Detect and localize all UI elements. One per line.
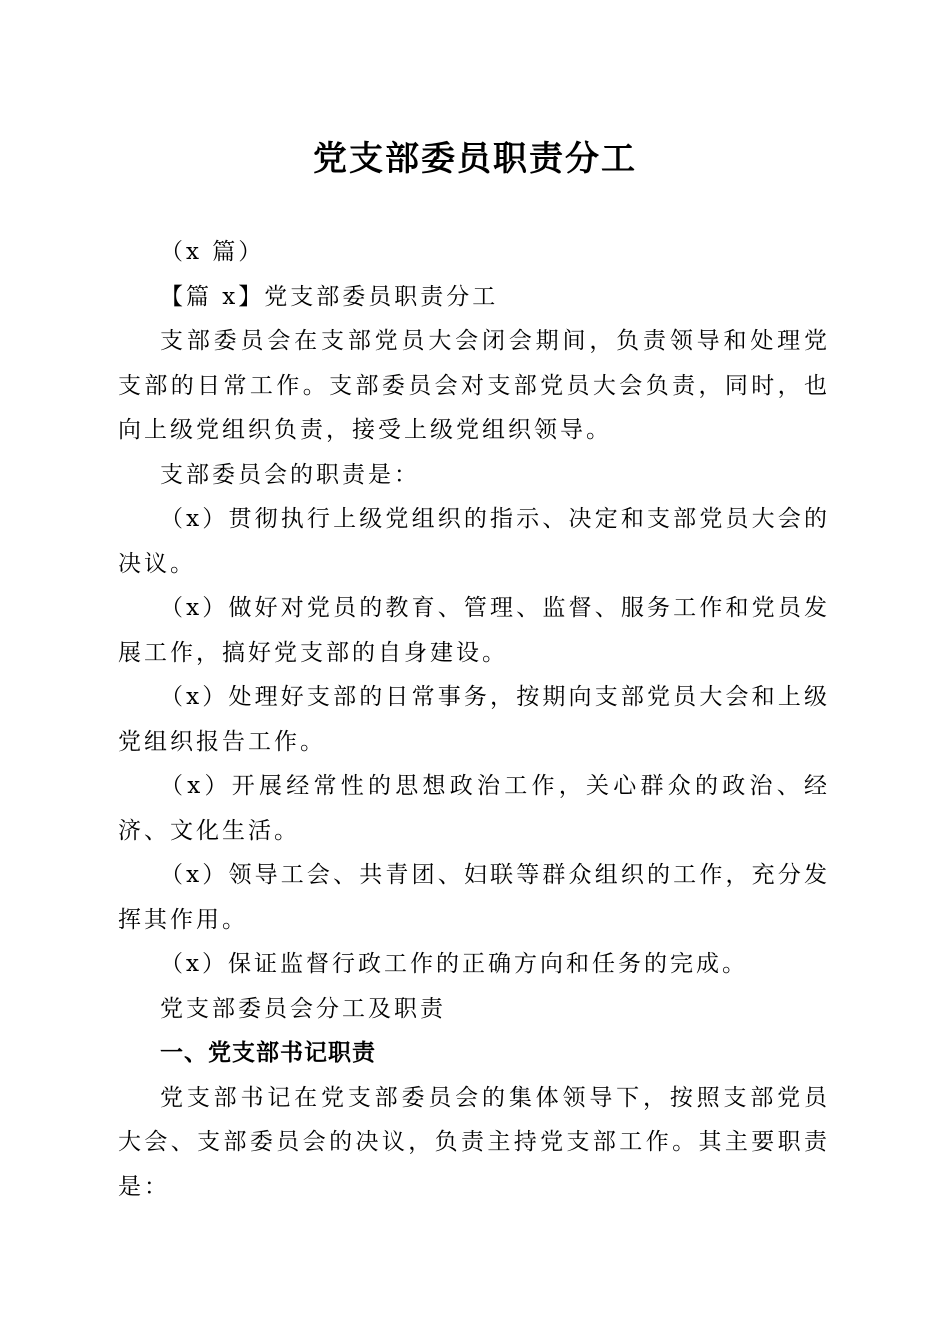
document-title: 党支部委员职责分工 (313, 139, 637, 179)
paragraph-subsection-heading: 党支部委员会分工及职责 (160, 995, 446, 1022)
paragraph-intro: 支部委员会在支部党员大会闭会期间，负责领导和处理党支部的日常工作。支部委员会对支部党员大会负责，同时，也向上级党组织负责，接受上级党组织领导。 (118, 328, 830, 443)
paragraph-bold-heading: 一、党支部书记职责 (160, 1040, 376, 1066)
paragraph-duties-lead: 支部委员会的职责是： (160, 461, 420, 488)
paragraph-duty-item: （x）处理好支部的日常事务，按期向支部党员大会和上级党组织报告工作。 (118, 684, 830, 755)
paragraph-duty-item: （x）贯彻执行上级党组织的指示、决定和支部党员大会的决议。 (118, 506, 830, 577)
paragraph-series-label: （x 篇） (160, 239, 265, 265)
document-body (118, 230, 830, 1209)
paragraph-duty-item: （x）领导工会、共青团、妇联等群众组织的工作，充分发挥其作用。 (118, 862, 830, 933)
paragraph-duty-item: （x）开展经常性的思想政治工作，关心群众的政治、经济、文化生活。 (118, 773, 830, 844)
paragraph-secretary-duties: 党支部书记在党支部委员会的集体领导下，按照支部党员大会、支部委员会的决议，负责主持党支部工作。其主要职责是： (118, 1084, 830, 1200)
paragraph-duty-item: （x）保证监督行政工作的正确方向和任务的完成。 (160, 951, 748, 977)
paragraph-section-heading: 【篇 x】党支部委员职责分工 (160, 283, 499, 310)
paragraph-duty-item: （x）做好对党员的教育、管理、监督、服务工作和党员发展工作，搞好党支部的自身建设。 (118, 595, 830, 666)
